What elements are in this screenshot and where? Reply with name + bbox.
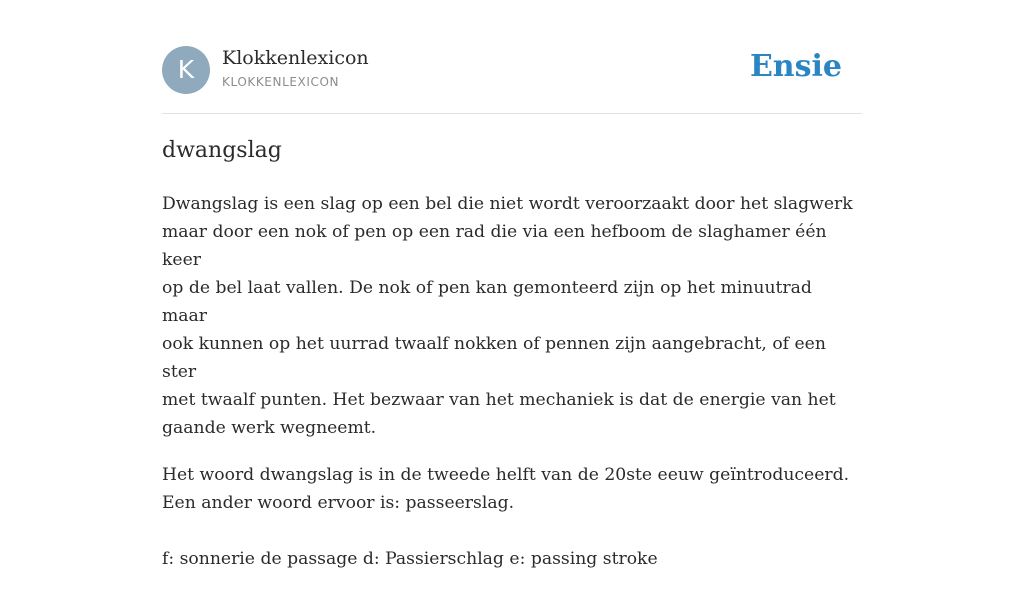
source-avatar[interactable]: K	[162, 46, 210, 94]
entry-title: dwangslag	[162, 138, 282, 163]
translations-line: f: sonnerie de passage d: Passierschlag e: passing stroke	[162, 549, 658, 569]
header-divider	[162, 113, 862, 114]
ensie-logo-link[interactable]: Ensie	[749, 49, 842, 84]
source-subtitle: KLOKKENLEXICON	[222, 75, 340, 89]
entry-definition	[162, 190, 862, 592]
header	[162, 46, 862, 96]
definition-paragraph: Dwangslag is een slag op een bel die niet wordt veroorzaakt door het slagwerk maar door een nok of pen op een rad die via een hefboom de slaghamer één keer op de bel laat vallen. De nok of pen kan gemonteerd zijn op het minuutrad maar ook kunnen op het uurrad twaalf nokken of pennen zijn aangebracht, of een ster met twaalf punten. Het bezwaar van het mechaniek is dat de energie van het gaande werk wegneemt.	[162, 194, 853, 438]
definition-paragraph: Het woord dwangslag is in de tweede helft van de 20ste eeuw geïntroduceerd. Een ander woord ervoor is: passeerslag.	[162, 465, 850, 513]
source-name-link[interactable]: Klokkenlexicon	[222, 47, 369, 69]
